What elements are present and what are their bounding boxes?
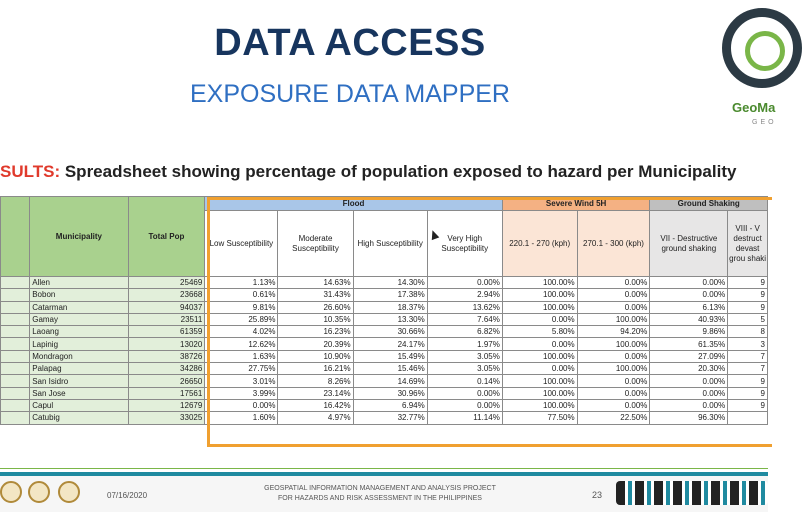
section-heading bbox=[0, 162, 736, 182]
value-cell-w2[interactable]: 0.00% bbox=[577, 277, 650, 289]
row-index-cell[interactable] bbox=[1, 289, 30, 301]
municipality-cell[interactable]: Palapag bbox=[30, 363, 128, 375]
value-cell-w2[interactable]: 0.00% bbox=[577, 399, 650, 411]
table-row bbox=[1, 277, 768, 289]
municipality-cell[interactable]: Capul bbox=[30, 399, 128, 411]
total-pop-cell[interactable]: 26650 bbox=[128, 375, 205, 387]
row-index-cell[interactable] bbox=[1, 412, 30, 424]
municipality-cell[interactable]: Lapinig bbox=[30, 338, 128, 350]
value-cell-s7[interactable]: 0.00% bbox=[650, 375, 728, 387]
value-cell-high[interactable]: 15.49% bbox=[353, 350, 427, 362]
municipality-cell[interactable]: San Jose bbox=[30, 387, 128, 399]
value-cell-low[interactable]: 0.00% bbox=[205, 399, 278, 411]
value-cell-w1[interactable]: 100.00% bbox=[502, 387, 577, 399]
total-pop-cell[interactable]: 23668 bbox=[128, 289, 205, 301]
value-cell-w1[interactable]: 77.50% bbox=[502, 412, 577, 424]
municipality-cell[interactable]: Laoang bbox=[30, 326, 128, 338]
value-cell-w1[interactable]: 100.00% bbox=[502, 301, 577, 313]
municipality-cell[interactable]: San Isidro bbox=[30, 375, 128, 387]
header-municipality: Municipality bbox=[30, 197, 128, 277]
logo-text: GeoMa bbox=[732, 100, 776, 115]
partner-logos-strip bbox=[616, 481, 768, 505]
header-total-pop: Total Pop bbox=[128, 197, 205, 277]
total-pop-cell[interactable]: 34286 bbox=[128, 363, 205, 375]
value-cell-s8[interactable]: 9 bbox=[728, 289, 768, 301]
row-index-cell[interactable] bbox=[1, 338, 30, 350]
group-shake: Ground Shaking bbox=[650, 197, 768, 211]
header-low: Low Susceptibility bbox=[205, 211, 278, 277]
table-row bbox=[1, 363, 768, 375]
value-cell-low[interactable]: 1.63% bbox=[205, 350, 278, 362]
header-wind1: 220.1 - 270 (kph) bbox=[502, 211, 577, 277]
header-shake8: VIII - V destruct devast grou shaki bbox=[728, 211, 768, 277]
value-cell-vh[interactable]: 0.00% bbox=[427, 399, 502, 411]
value-cell-s7[interactable]: 0.00% bbox=[650, 399, 728, 411]
seal-icon bbox=[0, 481, 22, 503]
total-pop-cell[interactable]: 25469 bbox=[128, 277, 205, 289]
value-cell-vh[interactable]: 0.14% bbox=[427, 375, 502, 387]
table-row bbox=[1, 313, 768, 325]
municipality-cell[interactable]: Allen bbox=[30, 277, 128, 289]
value-cell-s7[interactable]: 20.30% bbox=[650, 363, 728, 375]
footer-divider bbox=[0, 468, 768, 469]
group-wind: Severe Wind 5H bbox=[502, 197, 650, 211]
table-row bbox=[1, 289, 768, 301]
value-cell-s7[interactable]: 40.93% bbox=[650, 313, 728, 325]
value-cell-w2[interactable]: 0.00% bbox=[577, 375, 650, 387]
value-cell-w2[interactable]: 0.00% bbox=[577, 387, 650, 399]
logo-ring-icon bbox=[745, 31, 785, 71]
value-cell-high[interactable]: 30.66% bbox=[353, 326, 427, 338]
header-high: High Susceptibility bbox=[353, 211, 427, 277]
value-cell-vh[interactable]: 3.05% bbox=[427, 363, 502, 375]
header-moderate: Moderate Susceptibility bbox=[278, 211, 353, 277]
value-cell-s8[interactable]: 5 bbox=[728, 313, 768, 325]
value-cell-low[interactable]: 25.89% bbox=[205, 313, 278, 325]
group-flood: Flood bbox=[205, 197, 503, 211]
value-cell-vh[interactable]: 1.97% bbox=[427, 338, 502, 350]
row-index-cell[interactable] bbox=[1, 350, 30, 362]
value-cell-s8[interactable] bbox=[728, 412, 768, 424]
value-cell-w1[interactable]: 5.80% bbox=[502, 326, 577, 338]
table-row bbox=[1, 375, 768, 387]
table-row bbox=[1, 387, 768, 399]
value-cell-s7[interactable]: 0.00% bbox=[650, 277, 728, 289]
value-cell-mod[interactable]: 4.97% bbox=[278, 412, 353, 424]
municipality-cell[interactable]: Catarman bbox=[30, 301, 128, 313]
row-index-cell[interactable] bbox=[1, 326, 30, 338]
value-cell-high[interactable]: 15.46% bbox=[353, 363, 427, 375]
value-cell-vh[interactable]: 0.00% bbox=[427, 277, 502, 289]
value-cell-high[interactable]: 13.30% bbox=[353, 313, 427, 325]
value-cell-s8[interactable]: 9 bbox=[728, 387, 768, 399]
row-index-cell[interactable] bbox=[1, 387, 30, 399]
total-pop-cell[interactable]: 13020 bbox=[128, 338, 205, 350]
value-cell-mod[interactable]: 10.90% bbox=[278, 350, 353, 362]
slide-title: DATA ACCESS bbox=[214, 22, 486, 64]
spreadsheet bbox=[0, 196, 768, 450]
heading-lead: SULTS: bbox=[0, 162, 61, 181]
value-cell-w2[interactable]: 0.00% bbox=[577, 350, 650, 362]
seal-icon bbox=[58, 481, 80, 503]
value-cell-w1[interactable]: 100.00% bbox=[502, 289, 577, 301]
total-pop-cell[interactable]: 94037 bbox=[128, 301, 205, 313]
value-cell-s8[interactable]: 9 bbox=[728, 277, 768, 289]
value-cell-s8[interactable]: 7 bbox=[728, 350, 768, 362]
value-cell-s7[interactable]: 27.09% bbox=[650, 350, 728, 362]
value-cell-mod[interactable]: 16.23% bbox=[278, 326, 353, 338]
value-cell-low[interactable]: 27.75% bbox=[205, 363, 278, 375]
footer-line2: FOR HAZARDS AND RISK ASSESSMENT IN THE PHILIPPINES bbox=[278, 495, 482, 502]
value-cell-mod[interactable]: 31.43% bbox=[278, 289, 353, 301]
value-cell-high[interactable]: 14.30% bbox=[353, 277, 427, 289]
table-row bbox=[1, 326, 768, 338]
table-row bbox=[1, 399, 768, 411]
value-cell-w2[interactable]: 100.00% bbox=[577, 363, 650, 375]
value-cell-s7[interactable]: 0.00% bbox=[650, 387, 728, 399]
value-cell-low[interactable]: 3.99% bbox=[205, 387, 278, 399]
value-cell-w2[interactable]: 100.00% bbox=[577, 313, 650, 325]
value-cell-high[interactable]: 24.17% bbox=[353, 338, 427, 350]
table-row bbox=[1, 412, 768, 424]
footer-project-text bbox=[230, 484, 530, 504]
heading-text: Spreadsheet showing percentage of population exposed to hazard per Municipality bbox=[60, 162, 737, 181]
value-cell-s7[interactable]: 61.35% bbox=[650, 338, 728, 350]
value-cell-high[interactable]: 6.94% bbox=[353, 399, 427, 411]
seal-icon bbox=[28, 481, 50, 503]
value-cell-mod[interactable]: 23.14% bbox=[278, 387, 353, 399]
total-pop-cell[interactable]: 17561 bbox=[128, 387, 205, 399]
row-index-cell[interactable] bbox=[1, 301, 30, 313]
table-row bbox=[1, 301, 768, 313]
total-pop-cell[interactable]: 12679 bbox=[128, 399, 205, 411]
value-cell-low[interactable]: 12.62% bbox=[205, 338, 278, 350]
value-cell-s7[interactable]: 0.00% bbox=[650, 289, 728, 301]
value-cell-mod[interactable]: 8.26% bbox=[278, 375, 353, 387]
value-cell-w1[interactable]: 0.00% bbox=[502, 363, 577, 375]
total-pop-cell[interactable]: 23511 bbox=[128, 313, 205, 325]
value-cell-low[interactable]: 4.02% bbox=[205, 326, 278, 338]
municipality-cell[interactable]: Catubig bbox=[30, 412, 128, 424]
value-cell-mod[interactable]: 20.39% bbox=[278, 338, 353, 350]
municipality-cell[interactable]: Bobon bbox=[30, 289, 128, 301]
value-cell-w1[interactable]: 0.00% bbox=[502, 338, 577, 350]
value-cell-vh[interactable]: 13.62% bbox=[427, 301, 502, 313]
value-cell-s8[interactable]: 9 bbox=[728, 399, 768, 411]
value-cell-w1[interactable]: 0.00% bbox=[502, 313, 577, 325]
footer-date: 07/16/2020 bbox=[107, 491, 148, 500]
value-cell-w2[interactable]: 94.20% bbox=[577, 326, 650, 338]
header-very-high: Very High Susceptibility bbox=[427, 211, 502, 277]
logo-subtext: GEO bbox=[752, 119, 777, 126]
value-cell-w2[interactable]: 100.00% bbox=[577, 338, 650, 350]
value-cell-w1[interactable]: 100.00% bbox=[502, 350, 577, 362]
value-cell-vh[interactable]: 11.14% bbox=[427, 412, 502, 424]
value-cell-mod[interactable]: 26.60% bbox=[278, 301, 353, 313]
value-cell-low[interactable]: 9.81% bbox=[205, 301, 278, 313]
row-index-cell[interactable] bbox=[1, 399, 30, 411]
page-number: 23 bbox=[592, 490, 603, 500]
value-cell-high[interactable]: 14.69% bbox=[353, 375, 427, 387]
total-pop-cell[interactable]: 33025 bbox=[128, 412, 205, 424]
value-cell-w1[interactable]: 100.00% bbox=[502, 277, 577, 289]
value-cell-vh[interactable]: 7.64% bbox=[427, 313, 502, 325]
total-pop-cell[interactable]: 61359 bbox=[128, 326, 205, 338]
value-cell-high[interactable]: 17.38% bbox=[353, 289, 427, 301]
row-index-cell[interactable] bbox=[1, 375, 30, 387]
value-cell-low[interactable]: 3.01% bbox=[205, 375, 278, 387]
table-row bbox=[1, 338, 768, 350]
value-cell-mod[interactable]: 16.21% bbox=[278, 363, 353, 375]
value-cell-high[interactable]: 18.37% bbox=[353, 301, 427, 313]
slide-subtitle: EXPOSURE DATA MAPPER bbox=[190, 80, 510, 108]
value-cell-low[interactable]: 1.13% bbox=[205, 277, 278, 289]
value-cell-w2[interactable]: 0.00% bbox=[577, 289, 650, 301]
value-cell-vh[interactable]: 0.00% bbox=[427, 387, 502, 399]
value-cell-s8[interactable]: 9 bbox=[728, 375, 768, 387]
value-cell-high[interactable]: 32.77% bbox=[353, 412, 427, 424]
header-wind2: 270.1 - 300 (kph) bbox=[577, 211, 650, 277]
value-cell-s8[interactable]: 9 bbox=[728, 301, 768, 313]
row-index-header bbox=[1, 197, 30, 277]
value-cell-s7[interactable]: 9.86% bbox=[650, 326, 728, 338]
value-cell-vh[interactable]: 2.94% bbox=[427, 289, 502, 301]
value-cell-mod[interactable]: 16.42% bbox=[278, 399, 353, 411]
value-cell-w1[interactable]: 100.00% bbox=[502, 399, 577, 411]
value-cell-vh[interactable]: 3.05% bbox=[427, 350, 502, 362]
value-cell-high[interactable]: 30.96% bbox=[353, 387, 427, 399]
header-shake7: VII - Destructive ground shaking bbox=[650, 211, 728, 277]
value-cell-s7[interactable]: 6.13% bbox=[650, 301, 728, 313]
value-cell-w2[interactable]: 22.50% bbox=[577, 412, 650, 424]
value-cell-mod[interactable]: 14.63% bbox=[278, 277, 353, 289]
geomapper-logo bbox=[722, 8, 802, 88]
value-cell-low[interactable]: 1.60% bbox=[205, 412, 278, 424]
row-index-cell[interactable] bbox=[1, 277, 30, 289]
value-cell-s7[interactable]: 96.30% bbox=[650, 412, 728, 424]
row-index-cell[interactable] bbox=[1, 363, 30, 375]
value-cell-low[interactable]: 0.61% bbox=[205, 289, 278, 301]
municipality-cell[interactable]: Gamay bbox=[30, 313, 128, 325]
value-cell-w2[interactable]: 0.00% bbox=[577, 301, 650, 313]
value-cell-w1[interactable]: 100.00% bbox=[502, 375, 577, 387]
table-row bbox=[1, 350, 768, 362]
value-cell-mod[interactable]: 10.35% bbox=[278, 313, 353, 325]
value-cell-s8[interactable]: 8 bbox=[728, 326, 768, 338]
exposure-table bbox=[0, 196, 768, 425]
footer-line1: GEOSPATIAL INFORMATION MANAGEMENT AND ANALYSIS PROJECT bbox=[264, 485, 496, 492]
value-cell-s8[interactable]: 3 bbox=[728, 338, 768, 350]
value-cell-vh[interactable]: 6.82% bbox=[427, 326, 502, 338]
value-cell-s8[interactable]: 7 bbox=[728, 363, 768, 375]
total-pop-cell[interactable]: 38726 bbox=[128, 350, 205, 362]
row-index-cell[interactable] bbox=[1, 313, 30, 325]
municipality-cell[interactable]: Mondragon bbox=[30, 350, 128, 362]
